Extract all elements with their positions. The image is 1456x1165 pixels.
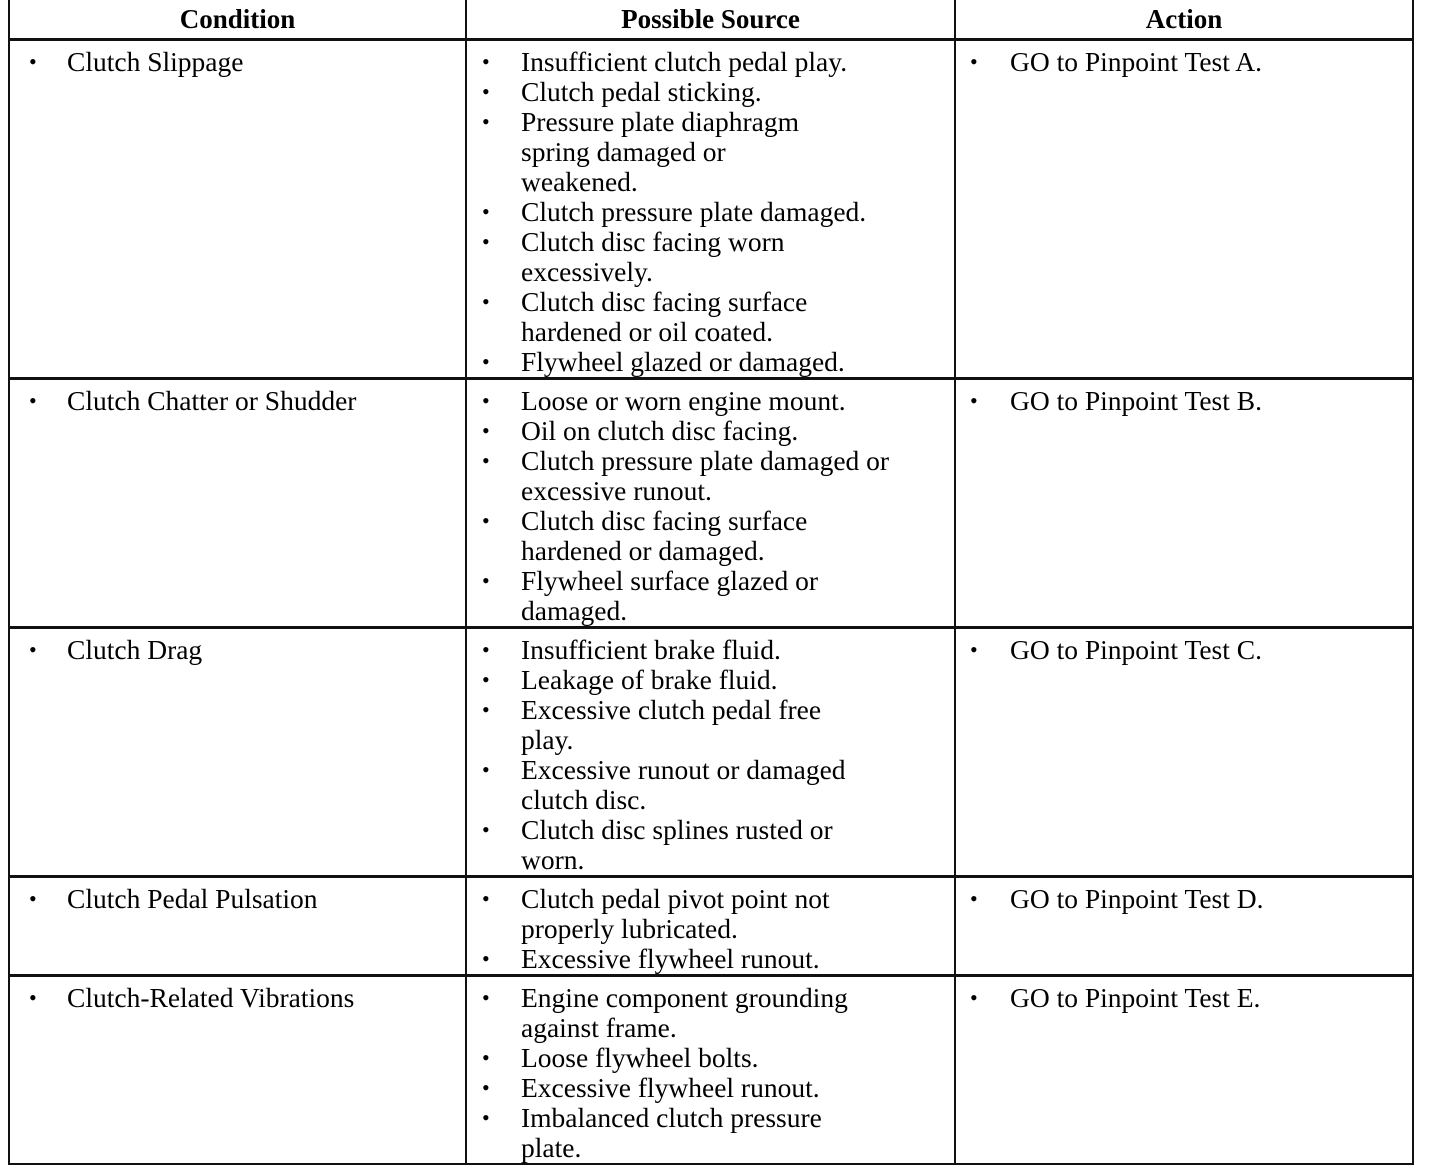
action-cell: [955, 628, 1413, 877]
table-row: [9, 40, 1413, 379]
source-item: • Clutch disc splines rusted or worn.: [521, 815, 871, 875]
action-text: • GO to Pinpoint Test C.: [1010, 635, 1404, 665]
source-cell: [466, 379, 955, 628]
condition-cell: [9, 976, 466, 1165]
source-item: • Clutch pedal pivot point not properly lubricated.: [521, 884, 871, 944]
action-cell: [955, 976, 1413, 1165]
source-cell: [466, 628, 955, 877]
condition-text: • Clutch Slippage: [67, 47, 457, 77]
condition-cell: [9, 877, 466, 976]
source-item: • Excessive flywheel runout.: [521, 1073, 946, 1103]
table-row: [9, 877, 1413, 976]
source-item: • Engine component grounding against frame.: [521, 983, 891, 1043]
table-header-row: [9, 0, 1413, 40]
source-cell: [466, 877, 955, 976]
condition-text: • Clutch Chatter or Shudder: [67, 386, 457, 416]
header-possible-source: Possible Source: [466, 0, 955, 40]
source-item: • Pressure plate diaphragm spring damaged or weakened.: [521, 107, 841, 197]
source-item: • Clutch pressure plate damaged.: [521, 197, 946, 227]
header-action: Action: [955, 0, 1413, 40]
source-item: • Flywheel surface glazed or damaged.: [521, 566, 861, 626]
action-cell: [955, 877, 1413, 976]
source-item: • Clutch disc facing surface hardened or damaged.: [521, 506, 841, 566]
diagnosis-table: [8, 0, 1414, 1165]
document-page: [8, 0, 1412, 1163]
source-cell: [466, 40, 955, 379]
source-cell: [466, 976, 955, 1165]
condition-cell: [9, 379, 466, 628]
source-item: • Clutch disc facing worn excessively.: [521, 227, 821, 287]
table-row: [9, 976, 1413, 1165]
source-item: • Clutch disc facing surface hardened or oil coated.: [521, 287, 851, 347]
action-cell: [955, 40, 1413, 379]
action-cell: [955, 379, 1413, 628]
source-item: • Leakage of brake fluid.: [521, 665, 946, 695]
table-row: [9, 379, 1413, 628]
condition-cell: [9, 40, 466, 379]
condition-cell: [9, 628, 466, 877]
action-text: • GO to Pinpoint Test B.: [1010, 386, 1404, 416]
source-item: • Clutch pedal sticking.: [521, 77, 946, 107]
header-condition: Condition: [9, 0, 466, 40]
source-item: • Oil on clutch disc facing.: [521, 416, 946, 446]
source-item: • Insufficient clutch pedal play.: [521, 47, 946, 77]
table-row: [9, 628, 1413, 877]
action-text: • GO to Pinpoint Test A.: [1010, 47, 1404, 77]
source-item: • Excessive runout or damaged clutch disc.: [521, 755, 891, 815]
condition-text: • Clutch Pedal Pulsation: [67, 884, 457, 914]
source-item: • Loose or worn engine mount.: [521, 386, 946, 416]
source-item: • Excessive clutch pedal free play.: [521, 695, 861, 755]
source-item: • Loose flywheel bolts.: [521, 1043, 946, 1073]
source-item: • Flywheel glazed or damaged.: [521, 347, 946, 377]
source-item: • Clutch pressure plate damaged or excessive runout.: [521, 446, 901, 506]
action-text: • GO to Pinpoint Test E.: [1010, 983, 1404, 1013]
source-item: • Insufficient brake fluid.: [521, 635, 946, 665]
source-item: • Imbalanced clutch pressure plate.: [521, 1103, 861, 1163]
source-item: • Excessive flywheel runout.: [521, 944, 946, 974]
action-text: • GO to Pinpoint Test D.: [1010, 884, 1404, 914]
condition-text: • Clutch Drag: [67, 635, 457, 665]
condition-text: • Clutch-Related Vibrations: [67, 983, 457, 1013]
